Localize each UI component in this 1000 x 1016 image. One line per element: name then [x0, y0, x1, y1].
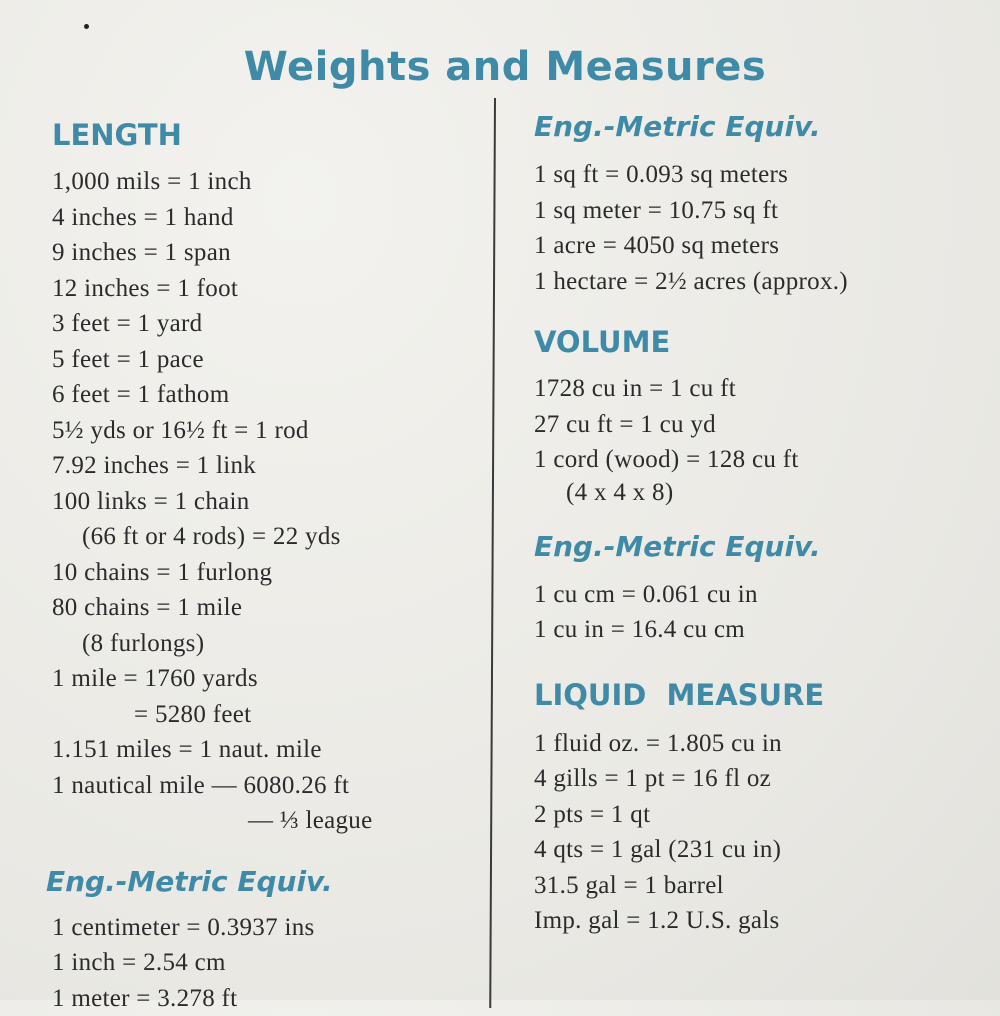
area-metric-line: 1 sq meter = 10.75 sq ft [534, 193, 984, 229]
length-line: = 5280 feet [52, 697, 482, 733]
volume-line: 1 cord (wood) = 128 cu ft [534, 442, 984, 478]
length-line: 10 chains = 1 furlong [52, 555, 482, 591]
liquid-measure-line: 31.5 gal = 1 barrel [534, 868, 984, 904]
length-line: 9 inches = 1 span [52, 235, 482, 271]
length-line: 1 mile = 1760 yards [52, 661, 482, 697]
area-metric-line: 1 sq ft = 0.093 sq meters [534, 157, 984, 193]
area-metric-line: 1 acre = 4050 sq meters [534, 228, 984, 264]
volume-line: 1728 cu in = 1 cu ft [534, 371, 984, 407]
column-divider [489, 98, 496, 1008]
length-line: 1 nautical mile — 6080.26 ft [52, 768, 482, 804]
left-column [52, 118, 482, 1016]
liquid-measure-line: 4 gills = 1 pt = 16 fl oz [534, 761, 984, 797]
liquid-measure-line: 1 fluid oz. = 1.805 cu in [534, 726, 984, 762]
length-line: (66 ft or 4 rods) = 22 yds [52, 519, 482, 555]
length-line: 1.151 miles = 1 naut. mile [52, 732, 482, 768]
liquid-measure-line: 2 pts = 1 qt [534, 797, 984, 833]
length-line: 6 feet = 1 fathom [52, 377, 482, 413]
liquid-measure-line: Imp. gal = 1.2 U.S. gals [534, 903, 984, 939]
volume-line: 27 cu ft = 1 cu yd [534, 407, 984, 443]
volume-metric-heading: Eng.-Metric Equiv. [534, 530, 984, 563]
volume-metric-line: 1 cu in = 16.4 cu cm [534, 612, 984, 648]
length-metric-heading: Eng.-Metric Equiv. [46, 865, 482, 898]
volume-heading: VOLUME [534, 325, 984, 359]
liquid-measure-heading: LIQUID MEASURE [534, 678, 984, 712]
length-metric-line: 1 inch = 2.54 cm [52, 945, 482, 981]
length-line: 3 feet = 1 yard [52, 306, 482, 342]
volume-line: (4 x 4 x 8) [534, 478, 984, 508]
volume-metric-line: 1 cu cm = 0.061 cu in [534, 577, 984, 613]
length-line: — ⅓ league [52, 803, 482, 839]
length-heading: LENGTH [52, 118, 482, 152]
length-metric-line: 1 meter = 3.278 ft [52, 981, 482, 1016]
length-line: (8 furlongs) [52, 626, 482, 662]
length-line: 12 inches = 1 foot [52, 271, 482, 307]
length-metric-line: 1 centimeter = 0.3937 ins [52, 910, 482, 946]
length-line: 100 links = 1 chain [52, 484, 482, 520]
length-line: 7.92 inches = 1 link [52, 448, 482, 484]
area-metric-heading: Eng.-Metric Equiv. [534, 110, 984, 143]
liquid-measure-line: 4 qts = 1 gal (231 cu in) [534, 832, 984, 868]
length-line: 4 inches = 1 hand [52, 200, 482, 236]
length-line: 80 chains = 1 mile [52, 590, 482, 626]
right-column [534, 110, 984, 939]
length-line: 1,000 mils = 1 inch [52, 164, 482, 200]
ink-speck [84, 24, 89, 29]
area-metric-line: 1 hectare = 2½ acres (approx.) [534, 264, 984, 300]
page-title: Weights and Measures [0, 44, 1000, 90]
length-line: 5 feet = 1 pace [52, 342, 482, 378]
length-line: 5½ yds or 16½ ft = 1 rod [52, 413, 482, 449]
